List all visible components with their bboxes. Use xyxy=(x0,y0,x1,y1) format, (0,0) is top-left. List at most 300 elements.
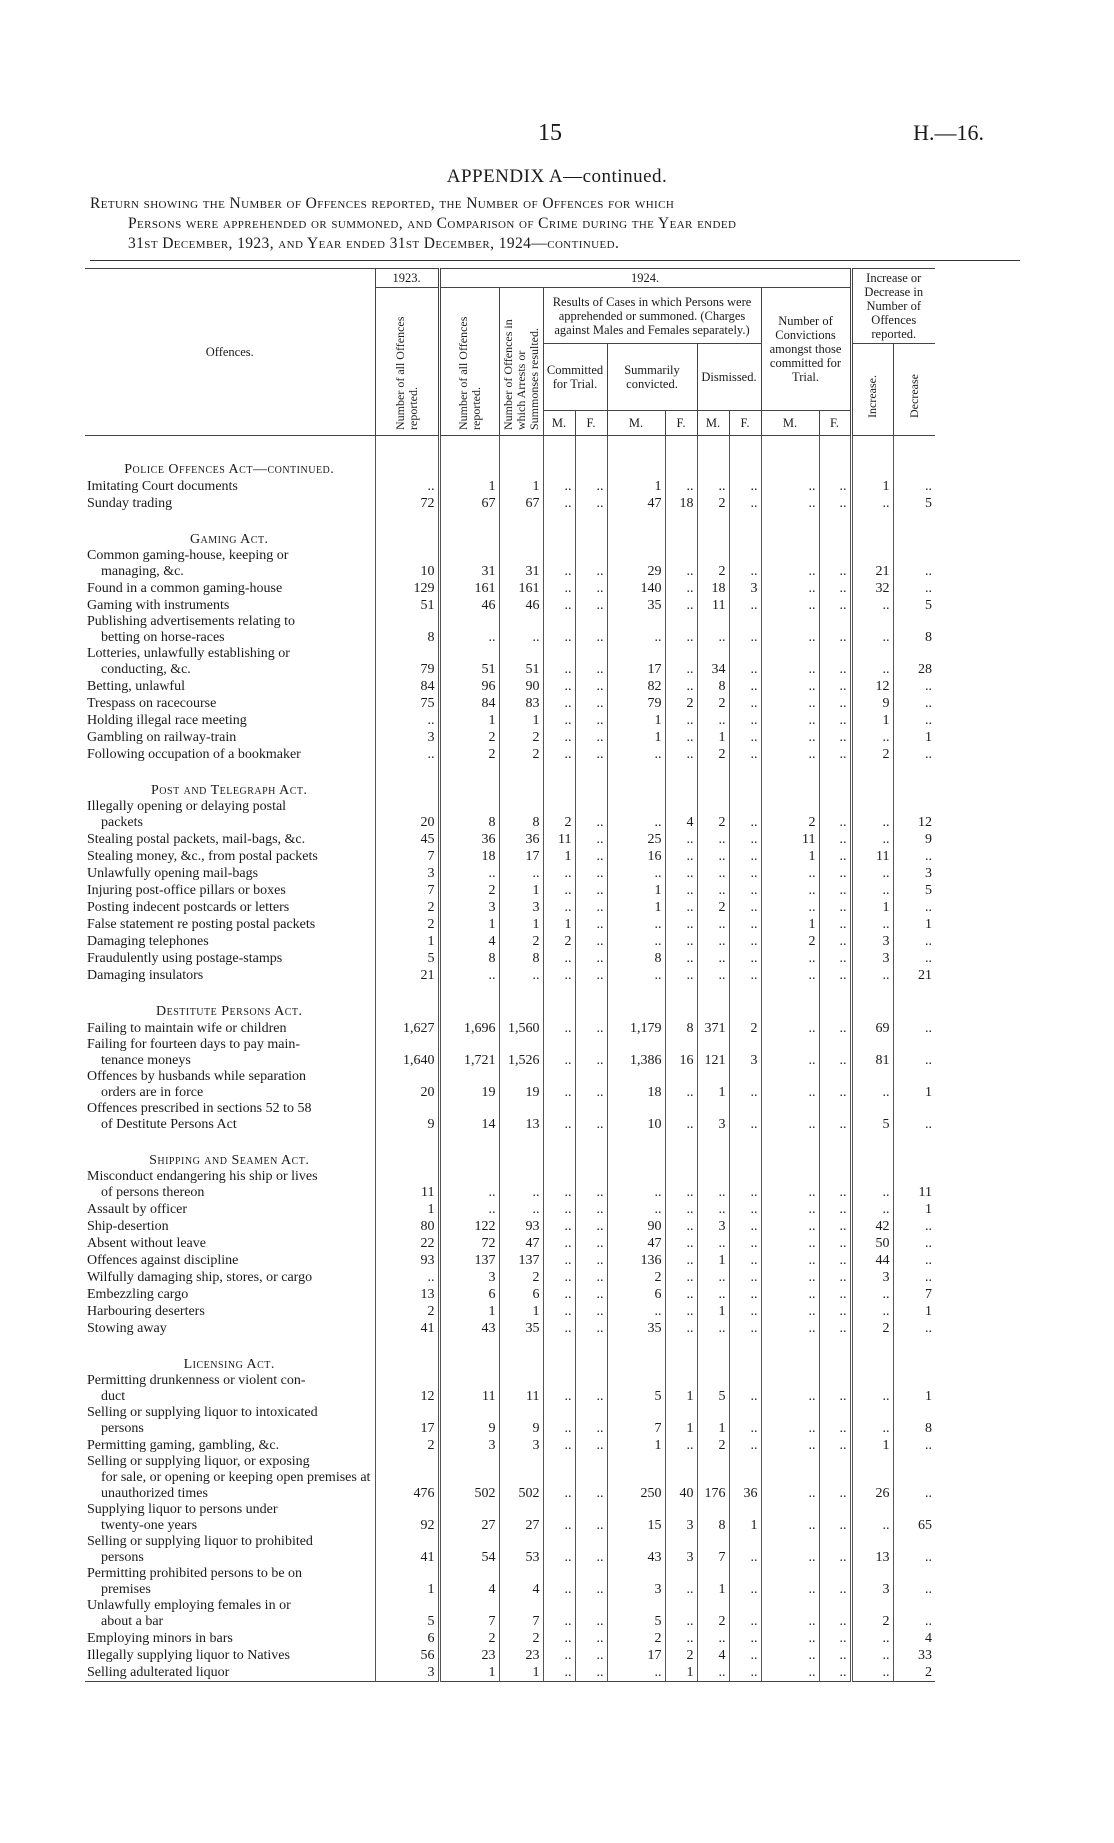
offence-label xyxy=(85,678,375,695)
value-cell: .. xyxy=(819,1566,851,1598)
offence-label xyxy=(85,831,375,848)
dismissed-m: M. xyxy=(697,411,729,436)
value-cell: .. xyxy=(665,1320,697,1337)
value-cell: 3 xyxy=(665,1502,697,1534)
value-cell: .. xyxy=(761,478,819,495)
value-cell: 54 xyxy=(439,1534,499,1566)
value-cell: .. xyxy=(761,967,819,984)
value-cell: 2 xyxy=(697,746,729,763)
table-header xyxy=(85,269,935,436)
offence-label-continuation: packets xyxy=(101,815,143,830)
value-cell: .. xyxy=(851,614,893,646)
value-cell: .. xyxy=(761,1454,819,1502)
value-cell: .. xyxy=(893,1037,935,1069)
offence-label xyxy=(85,1218,375,1235)
value-cell: .. xyxy=(729,799,761,831)
offence-label xyxy=(85,916,375,933)
value-cell: .. xyxy=(575,1454,607,1502)
value-cell: 4 xyxy=(893,1630,935,1647)
value-cell: .. xyxy=(851,729,893,746)
value-cell: .. xyxy=(893,1269,935,1286)
value-cell: .. xyxy=(729,1405,761,1437)
value-cell: 1 xyxy=(893,916,935,933)
value-cell: .. xyxy=(575,899,607,916)
value-cell: .. xyxy=(729,967,761,984)
committed-f: F. xyxy=(575,411,607,436)
value-cell: .. xyxy=(729,1101,761,1133)
value-cell: .. xyxy=(761,1037,819,1069)
value-cell: .. xyxy=(575,1235,607,1252)
offence-label xyxy=(85,848,375,865)
value-cell: 3 xyxy=(851,1566,893,1598)
value-cell: .. xyxy=(819,1630,851,1647)
value-cell: .. xyxy=(543,899,575,916)
table-row xyxy=(85,1252,935,1269)
section-heading-row xyxy=(85,763,935,799)
value-cell: .. xyxy=(761,950,819,967)
value-cell: .. xyxy=(375,746,439,763)
value-cell: 4 xyxy=(665,799,697,831)
offence-label-text: Fraudulently using postage-stamps xyxy=(87,951,283,966)
title-rule xyxy=(90,260,1020,261)
value-cell: .. xyxy=(851,495,893,512)
value-cell: 2 xyxy=(499,729,543,746)
offence-label-text: Unlawfully employing females in or xyxy=(87,1598,291,1613)
value-cell: 1 xyxy=(851,1437,893,1454)
value-cell: 161 xyxy=(499,580,543,597)
value-cell: .. xyxy=(761,1630,819,1647)
offence-label xyxy=(85,1037,375,1069)
value-cell: 3 xyxy=(851,933,893,950)
value-cell: 1 xyxy=(439,478,499,495)
value-cell: 27 xyxy=(439,1502,499,1534)
value-cell: .. xyxy=(543,1534,575,1566)
value-cell: .. xyxy=(607,1303,665,1320)
value-cell: .. xyxy=(575,1566,607,1598)
value-cell: 1 xyxy=(697,1566,729,1598)
value-cell: 20 xyxy=(375,1069,439,1101)
value-cell: .. xyxy=(543,1101,575,1133)
value-cell: 2 xyxy=(697,1437,729,1454)
value-cell: .. xyxy=(697,933,729,950)
value-cell: .. xyxy=(819,646,851,678)
value-cell: .. xyxy=(665,1566,697,1598)
offence-label-continuation: conducting, &c. xyxy=(101,662,191,677)
value-cell: 176 xyxy=(697,1454,729,1502)
value-cell: 1 xyxy=(893,729,935,746)
value-cell: .. xyxy=(819,1037,851,1069)
table-row xyxy=(85,1201,935,1218)
value-cell: 502 xyxy=(439,1454,499,1502)
value-cell: 21 xyxy=(893,967,935,984)
value-cell: .. xyxy=(819,1534,851,1566)
value-cell: 1 xyxy=(499,478,543,495)
value-cell: 44 xyxy=(851,1252,893,1269)
value-cell: 10 xyxy=(375,548,439,580)
value-cell: 34 xyxy=(697,646,729,678)
table-row xyxy=(85,1630,935,1647)
value-cell: 1,696 xyxy=(439,1020,499,1037)
offence-label-text: Selling or supplying liquor, or exposing xyxy=(87,1454,310,1469)
value-cell: 83 xyxy=(499,695,543,712)
value-cell: 32 xyxy=(851,580,893,597)
section-heading-row xyxy=(85,1337,935,1373)
table-row xyxy=(85,831,935,848)
value-cell: 2 xyxy=(607,1630,665,1647)
table-row xyxy=(85,1069,935,1101)
value-cell: 35 xyxy=(499,1320,543,1337)
value-cell: .. xyxy=(543,1252,575,1269)
value-cell: .. xyxy=(729,1320,761,1337)
value-cell: .. xyxy=(575,848,607,865)
table-row xyxy=(85,933,935,950)
table-row xyxy=(85,1286,935,1303)
value-cell: 8 xyxy=(697,1502,729,1534)
value-cell: .. xyxy=(761,1169,819,1201)
value-cell: 1 xyxy=(893,1303,935,1320)
document-reference: H.—16. xyxy=(913,120,984,145)
value-cell: 7 xyxy=(499,1598,543,1630)
value-cell: .. xyxy=(851,1201,893,1218)
value-cell: .. xyxy=(543,614,575,646)
value-cell: 250 xyxy=(607,1454,665,1502)
table-row xyxy=(85,746,935,763)
return-title xyxy=(90,194,1020,254)
table-row xyxy=(85,799,935,831)
value-cell: .. xyxy=(851,1664,893,1682)
table-row xyxy=(85,1598,935,1630)
value-cell: 18 xyxy=(607,1069,665,1101)
value-cell: 33 xyxy=(893,1647,935,1664)
value-cell: 7 xyxy=(893,1286,935,1303)
value-cell: .. xyxy=(761,1437,819,1454)
committed-header: Committed for Trial. xyxy=(543,344,607,411)
value-cell: .. xyxy=(893,848,935,865)
offence-label xyxy=(85,882,375,899)
value-cell: .. xyxy=(893,712,935,729)
value-cell: .. xyxy=(665,678,697,695)
summarily-m: M. xyxy=(607,411,665,436)
table-body xyxy=(85,436,935,1682)
value-cell: 5 xyxy=(375,950,439,967)
value-cell: 8 xyxy=(375,614,439,646)
value-cell: 3 xyxy=(893,865,935,882)
value-cell: .. xyxy=(819,967,851,984)
value-cell: .. xyxy=(575,831,607,848)
value-cell: 41 xyxy=(375,1534,439,1566)
section-heading: Post and Telegraph Act. xyxy=(151,783,308,798)
value-cell: .. xyxy=(761,1566,819,1598)
value-cell: .. xyxy=(729,1269,761,1286)
value-cell: .. xyxy=(575,1373,607,1405)
value-cell: 1,386 xyxy=(607,1037,665,1069)
table-row xyxy=(85,580,935,597)
value-cell: 3 xyxy=(665,1534,697,1566)
value-cell: 21 xyxy=(375,967,439,984)
value-cell: .. xyxy=(575,746,607,763)
offence-label-continuation: persons xyxy=(101,1421,144,1436)
value-cell: .. xyxy=(575,678,607,695)
offence-label-text: Following occupation of a bookmaker xyxy=(87,747,301,762)
offence-label xyxy=(85,614,375,646)
value-cell: 8 xyxy=(607,950,665,967)
offence-label-text: Harbouring deserters xyxy=(87,1304,205,1319)
value-cell: .. xyxy=(543,1269,575,1286)
value-cell: 1,721 xyxy=(439,1037,499,1069)
value-cell: 13 xyxy=(499,1101,543,1133)
value-cell: .. xyxy=(761,1534,819,1566)
table-row xyxy=(85,1405,935,1437)
value-cell: .. xyxy=(575,1405,607,1437)
offence-label xyxy=(85,1647,375,1664)
value-cell: 2 xyxy=(375,899,439,916)
value-cell: .. xyxy=(575,1201,607,1218)
value-cell: .. xyxy=(761,597,819,614)
value-cell: 3 xyxy=(851,1269,893,1286)
offence-label-text: Embezzling cargo xyxy=(87,1287,189,1302)
table-row xyxy=(85,1664,935,1682)
value-cell: .. xyxy=(729,1303,761,1320)
offence-label-continuation: premises xyxy=(101,1582,151,1597)
value-cell: 22 xyxy=(375,1235,439,1252)
offence-label-text: Illegally opening or delaying postal xyxy=(87,799,287,814)
value-cell: 1 xyxy=(665,1664,697,1682)
value-cell: .. xyxy=(819,882,851,899)
value-cell: 92 xyxy=(375,1502,439,1534)
offence-label xyxy=(85,478,375,495)
offence-label-text: Ship-desertion xyxy=(87,1219,169,1234)
value-cell: .. xyxy=(819,1454,851,1502)
value-cell: .. xyxy=(729,1169,761,1201)
value-cell: .. xyxy=(543,695,575,712)
table-row xyxy=(85,548,935,580)
value-cell: .. xyxy=(761,1218,819,1235)
value-cell: .. xyxy=(893,746,935,763)
offence-label-text: Trespass on racecourse xyxy=(87,696,217,711)
value-cell: 8 xyxy=(439,799,499,831)
value-cell: .. xyxy=(575,1218,607,1235)
offence-label-continuation: tenance moneys xyxy=(101,1053,191,1068)
value-cell: .. xyxy=(761,1664,819,1682)
value-cell: 2 xyxy=(761,933,819,950)
value-cell: .. xyxy=(665,580,697,597)
value-cell: .. xyxy=(729,950,761,967)
value-cell: 129 xyxy=(375,580,439,597)
value-cell: .. xyxy=(729,1664,761,1682)
value-cell: .. xyxy=(729,882,761,899)
value-cell: .. xyxy=(543,478,575,495)
value-cell: .. xyxy=(851,1647,893,1664)
value-cell: .. xyxy=(851,865,893,882)
offence-label xyxy=(85,1286,375,1303)
value-cell: 8 xyxy=(499,950,543,967)
offence-label xyxy=(85,899,375,916)
value-cell: .. xyxy=(543,950,575,967)
value-cell: .. xyxy=(575,967,607,984)
value-cell: .. xyxy=(729,831,761,848)
value-cell: .. xyxy=(665,916,697,933)
value-cell: .. xyxy=(543,746,575,763)
value-cell: .. xyxy=(607,1664,665,1682)
value-cell: 18 xyxy=(697,580,729,597)
table-row xyxy=(85,597,935,614)
offence-label-text: Gaming with instruments xyxy=(87,598,230,613)
value-cell: .. xyxy=(543,1664,575,1682)
value-cell: .. xyxy=(893,1252,935,1269)
value-cell: 17 xyxy=(607,646,665,678)
value-cell: .. xyxy=(543,646,575,678)
value-cell: .. xyxy=(375,1269,439,1286)
value-cell: 79 xyxy=(607,695,665,712)
value-cell: .. xyxy=(375,712,439,729)
value-cell: 29 xyxy=(607,548,665,580)
value-cell: 21 xyxy=(851,548,893,580)
value-cell: .. xyxy=(697,1630,729,1647)
value-cell: .. xyxy=(819,1598,851,1630)
value-cell: .. xyxy=(665,478,697,495)
value-cell: .. xyxy=(543,548,575,580)
value-cell: .. xyxy=(575,695,607,712)
value-cell: .. xyxy=(819,1020,851,1037)
value-cell: .. xyxy=(819,1201,851,1218)
value-cell: 7 xyxy=(697,1534,729,1566)
value-cell: .. xyxy=(729,712,761,729)
offence-label-text: Offences against discipline xyxy=(87,1253,239,1268)
value-cell: .. xyxy=(665,865,697,882)
value-cell: 3 xyxy=(439,1269,499,1286)
offence-label xyxy=(85,1630,375,1647)
table-row xyxy=(85,1373,935,1405)
value-cell: 2 xyxy=(439,1630,499,1647)
value-cell: 2 xyxy=(851,1598,893,1630)
offence-label-continuation: about a bar xyxy=(101,1614,164,1629)
value-cell: .. xyxy=(819,548,851,580)
value-cell: 502 xyxy=(499,1454,543,1502)
title-line-1: Return showing the Number of Offences reported, the Number of Offences for which xyxy=(90,195,675,212)
value-cell: 5 xyxy=(893,597,935,614)
value-cell: .. xyxy=(893,933,935,950)
value-cell: .. xyxy=(729,1252,761,1269)
table-row xyxy=(85,1454,935,1502)
value-cell: .. xyxy=(575,1269,607,1286)
offence-label-text: Failing for fourteen days to pay main- xyxy=(87,1037,301,1052)
value-cell: 36 xyxy=(729,1454,761,1502)
value-cell: 23 xyxy=(499,1647,543,1664)
offence-label xyxy=(85,1598,375,1630)
value-cell: .. xyxy=(893,1235,935,1252)
offence-label-text: Supplying liquor to persons under xyxy=(87,1502,278,1517)
value-cell: .. xyxy=(893,1101,935,1133)
value-cell: 90 xyxy=(607,1218,665,1235)
value-cell: 3 xyxy=(851,950,893,967)
section-heading: Licensing Act. xyxy=(183,1357,275,1372)
value-cell: .. xyxy=(575,1286,607,1303)
value-cell: 2 xyxy=(375,1437,439,1454)
value-cell: .. xyxy=(761,646,819,678)
value-cell: .. xyxy=(665,1069,697,1101)
value-cell: 2 xyxy=(697,899,729,916)
table-row xyxy=(85,1303,935,1320)
value-cell: .. xyxy=(819,1269,851,1286)
offence-label-continuation: duct xyxy=(101,1389,126,1404)
value-cell: 3 xyxy=(439,899,499,916)
value-cell: 4 xyxy=(439,933,499,950)
value-cell: .. xyxy=(665,1269,697,1286)
value-cell: 9 xyxy=(499,1405,543,1437)
offence-label xyxy=(85,1373,375,1405)
offence-label xyxy=(85,865,375,882)
value-cell: 5 xyxy=(697,1373,729,1405)
value-cell: 2 xyxy=(697,695,729,712)
value-cell: .. xyxy=(697,848,729,865)
value-cell: .. xyxy=(543,712,575,729)
value-cell: 65 xyxy=(893,1502,935,1534)
value-cell: .. xyxy=(665,1201,697,1218)
value-cell: .. xyxy=(729,478,761,495)
value-cell: .. xyxy=(819,1069,851,1101)
value-cell: 9 xyxy=(851,695,893,712)
value-cell: .. xyxy=(729,1534,761,1566)
convictions-f: F. xyxy=(819,411,851,436)
offence-label-text: Permitting prohibited persons to be on xyxy=(87,1566,303,1581)
value-cell: 26 xyxy=(851,1454,893,1502)
value-cell: 371 xyxy=(697,1020,729,1037)
offence-label xyxy=(85,1320,375,1337)
value-cell: 81 xyxy=(851,1037,893,1069)
value-cell: .. xyxy=(543,1502,575,1534)
value-cell: .. xyxy=(543,1437,575,1454)
value-cell: 84 xyxy=(439,695,499,712)
value-cell: .. xyxy=(575,614,607,646)
value-cell: .. xyxy=(607,916,665,933)
value-cell: .. xyxy=(761,746,819,763)
value-cell: .. xyxy=(543,865,575,882)
value-cell: .. xyxy=(439,1201,499,1218)
value-cell: .. xyxy=(575,712,607,729)
value-cell: 3 xyxy=(439,1437,499,1454)
value-cell: .. xyxy=(851,882,893,899)
offence-label xyxy=(85,712,375,729)
value-cell: .. xyxy=(607,933,665,950)
table-row xyxy=(85,1534,935,1566)
value-cell: .. xyxy=(543,597,575,614)
value-cell: .. xyxy=(761,1020,819,1037)
reported-1923-header: Number of all Offences reported. xyxy=(375,288,439,436)
value-cell: .. xyxy=(761,1598,819,1630)
value-cell: 7 xyxy=(375,848,439,865)
value-cell: .. xyxy=(543,1647,575,1664)
value-cell: .. xyxy=(761,695,819,712)
value-cell: .. xyxy=(575,1101,607,1133)
value-cell: .. xyxy=(893,548,935,580)
offence-label-text: Assault by officer xyxy=(87,1202,188,1217)
value-cell: 1 xyxy=(607,1437,665,1454)
value-cell: .. xyxy=(851,1630,893,1647)
offence-label-text: Absent without leave xyxy=(87,1236,206,1251)
offence-label-text: Damaging telephones xyxy=(87,934,209,949)
value-cell: .. xyxy=(819,1320,851,1337)
value-cell: .. xyxy=(375,478,439,495)
value-cell: 1 xyxy=(761,848,819,865)
value-cell: .. xyxy=(543,882,575,899)
value-cell: .. xyxy=(575,1664,607,1682)
offence-label xyxy=(85,1437,375,1454)
offence-label-text: Sunday trading xyxy=(87,496,173,511)
value-cell: 7 xyxy=(607,1405,665,1437)
value-cell: .. xyxy=(819,1664,851,1682)
offence-label-text: Offences by husbands while separation xyxy=(87,1069,307,1084)
value-cell: 1 xyxy=(697,1405,729,1437)
